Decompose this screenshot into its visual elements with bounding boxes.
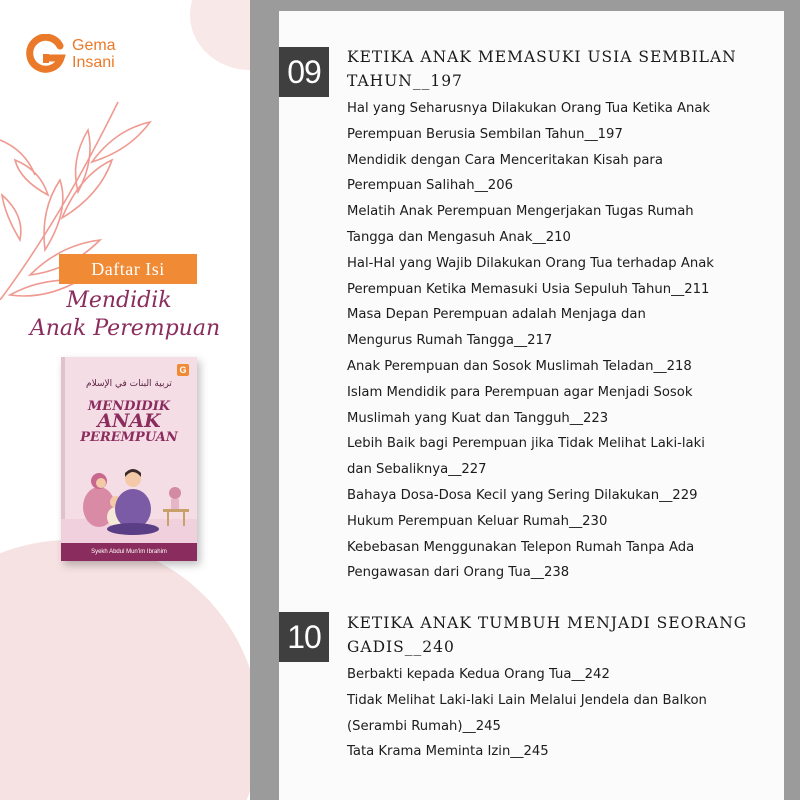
toc-entry: Perempuan Berusia Sembilan Tahun__197 bbox=[347, 126, 623, 142]
book-title: Mendidik bbox=[66, 288, 172, 313]
brand-name: Gema bbox=[72, 37, 116, 54]
publisher-logo-icon: G bbox=[177, 364, 189, 376]
chapter-number-badge: 10 bbox=[279, 612, 329, 662]
toc-entry: Perempuan Salihah__206 bbox=[347, 178, 513, 194]
entry-list bbox=[347, 662, 767, 765]
toc-entry: Berbakti kepada Kedua Orang Tua__242 bbox=[347, 667, 610, 682]
toc-label: Daftar Isi bbox=[59, 254, 197, 284]
gema-insani-logo-icon bbox=[26, 34, 66, 74]
book-author: Syekh Abdul Mun'im Ibrahim bbox=[61, 543, 197, 561]
toc-entry: dan Sebaliknya__227 bbox=[347, 462, 487, 478]
toc-card bbox=[279, 11, 784, 800]
toc-entry: Hal yang Seharusnya Dilakukan Orang Tua Ketika Anak bbox=[347, 101, 711, 116]
brand-name: Insani bbox=[72, 54, 115, 71]
toc-entry: Islam Mendidik para Perempuan agar Menjadi Sosok bbox=[347, 384, 693, 400]
toc-entry: Mengurus Rumah Tangga__217 bbox=[347, 333, 553, 349]
toc-entry: (Serambi Rumah)__245 bbox=[347, 718, 501, 734]
toc-entry: Melatih Anak Perempuan Mengerjakan Tugas Rumah bbox=[347, 204, 694, 220]
toc-entry: Masa Depan Perempuan adalah Menjaga dan bbox=[347, 307, 646, 323]
toc-entry: Tidak Melihat Laki-laki Lain Melalui Jendela dan Balkon bbox=[347, 692, 707, 708]
book-title: Anak Perempuan bbox=[29, 316, 221, 341]
book-cover-title: PEREMPUAN bbox=[80, 430, 178, 445]
toc-entry: Muslimah yang Kuat dan Tangguh__223 bbox=[347, 410, 609, 426]
chapter-title-line: TAHUN__197 bbox=[347, 72, 463, 90]
toc-entry: Lebih Baik bagi Perempuan jika Tidak Melihat Laki-laki bbox=[347, 436, 705, 452]
toc-entry: Pengawasan dari Orang Tua__238 bbox=[347, 565, 570, 581]
chapter-title bbox=[347, 45, 767, 93]
chapter-title bbox=[347, 611, 767, 659]
toc-entry: Perempuan Ketika Memasuki Usia Sepuluh Tahun__211 bbox=[347, 281, 710, 297]
chapter-title-line: GADIS__240 bbox=[347, 638, 455, 656]
toc-entry: Kebebasan Menggunakan Telepon Rumah Tanpa Ada bbox=[347, 539, 695, 555]
content-panel bbox=[250, 0, 800, 800]
brand-logo bbox=[26, 34, 116, 74]
decor-blob bbox=[0, 540, 250, 800]
book-cover-title: ANAK bbox=[97, 410, 161, 432]
toc-entry: Tata Krama Meminta Izin__245 bbox=[347, 744, 549, 760]
chapter-title-line: KETIKA ANAK TUMBUH MENJADI SEORANG bbox=[347, 614, 748, 632]
toc-entry: Hal-Hal yang Wajib Dilakukan Orang Tua terhadap Anak bbox=[347, 255, 714, 271]
left-panel bbox=[0, 0, 250, 800]
chapter-title-line: KETIKA ANAK MEMASUKI USIA SEMBILAN bbox=[347, 48, 737, 66]
toc-entry: Anak Perempuan dan Sosok Muslimah Teladan__218 bbox=[347, 358, 692, 374]
family-illustration-icon bbox=[61, 447, 197, 543]
book-cover-title: MENDIDIK bbox=[87, 399, 171, 414]
book-arabic-title: تربية البنات في الإسلام bbox=[86, 379, 172, 389]
decor-blob bbox=[190, 0, 250, 70]
toc-entry: Mendidik dengan Cara Menceritakan Kisah para bbox=[347, 152, 663, 168]
chapter-number-badge: 09 bbox=[279, 47, 329, 97]
toc-entry: Hukum Perempuan Keluar Rumah__230 bbox=[347, 513, 608, 529]
book-cover bbox=[61, 357, 197, 561]
toc-entry: Tangga dan Mengasuh Anak__210 bbox=[347, 229, 571, 245]
toc-entry: Bahaya Dosa-Dosa Kecil yang Sering Dilakukan__229 bbox=[347, 487, 698, 503]
entry-list bbox=[347, 96, 767, 586]
